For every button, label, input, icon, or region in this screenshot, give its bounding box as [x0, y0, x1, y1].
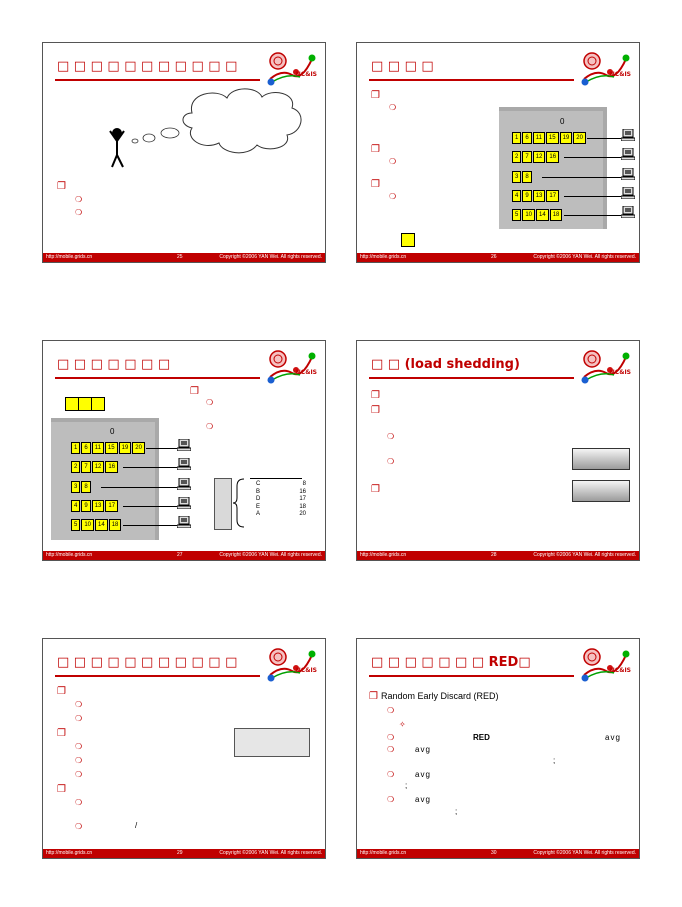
bullet-square: ❐	[57, 728, 66, 739]
red-heading: Random Early Discard (RED)	[381, 691, 499, 701]
computer-icon	[177, 478, 191, 490]
sub-bullet: ❍	[206, 398, 214, 407]
slide-25	[42, 42, 326, 263]
sub-bullet: ❍	[387, 432, 395, 441]
ncis-logo-icon	[262, 347, 317, 385]
page-number: 28	[491, 552, 497, 558]
bullet-square: ❐	[57, 686, 66, 697]
yellow-block-group	[65, 397, 105, 411]
sparkle-icon: ✧	[399, 720, 406, 729]
logo-text: NC&IS	[609, 369, 631, 376]
footer-url: http://mobile.grids.cn	[46, 552, 93, 558]
semicolon-text: ;	[455, 807, 458, 816]
slide-26	[356, 42, 640, 263]
sub-bullet: ❍	[387, 770, 395, 779]
sub-bullet: ❍	[387, 795, 395, 804]
page-number: 25	[177, 254, 183, 260]
computer-icon	[621, 129, 635, 141]
table-cell: 8	[302, 481, 306, 487]
queue-cell: 4	[512, 190, 521, 202]
slide-footer	[357, 253, 639, 262]
queue-cell: 7	[81, 461, 90, 473]
sub-bullet: ❍	[75, 756, 83, 765]
table-cell: 16	[299, 488, 306, 495]
table-cell: 20	[299, 511, 306, 517]
bullet-square: ❐	[190, 386, 199, 397]
slide-28	[356, 340, 640, 561]
queue-cell: 16	[105, 461, 118, 473]
page-number: 29	[177, 850, 183, 856]
title-underline	[55, 79, 260, 81]
table-cell: E	[256, 503, 261, 510]
ncis-logo-icon	[262, 49, 317, 87]
avg-text: avg	[605, 733, 621, 742]
table-cell: A	[256, 511, 261, 517]
computer-icon	[177, 516, 191, 528]
connection-line	[564, 215, 621, 216]
computer-icon	[177, 458, 191, 470]
queue-cell: 9	[522, 190, 531, 202]
request-queue-row	[71, 442, 146, 454]
queue-cell: 8	[522, 171, 531, 183]
footer-url: http://mobile.grids.cn	[360, 552, 407, 558]
sub-bullet: ❍	[206, 422, 214, 431]
computer-icon	[177, 497, 191, 509]
gray-panel	[572, 480, 630, 502]
logo-text: NC&IS	[609, 71, 631, 78]
table-cell: 17	[299, 496, 306, 502]
connection-line	[564, 157, 621, 158]
queue-cell: 16	[546, 151, 559, 163]
sub-bullet: ❍	[389, 157, 397, 166]
footer-copyright: Copyright ©2006 YAN Wei. All rights reserved.	[219, 254, 322, 260]
title-underline	[369, 79, 574, 81]
sub-bullet: ❍	[75, 770, 83, 779]
slide-title: □ □ □ □ □ □ □	[57, 357, 171, 372]
connection-line	[587, 138, 621, 139]
ncis-logo-icon	[576, 49, 631, 87]
footer-url: http://mobile.grids.cn	[46, 850, 93, 856]
footer-copyright: Copyright ©2006 YAN Wei. All rights reserved.	[219, 850, 322, 856]
result-box	[214, 478, 232, 530]
connection-line	[146, 448, 177, 449]
computer-icon	[621, 187, 635, 199]
ncis-logo-icon	[576, 645, 631, 683]
semicolon-text: ;	[553, 756, 556, 765]
ncis-logo-icon	[262, 645, 317, 683]
request-queue-row	[71, 519, 122, 531]
table-cell: C	[256, 481, 261, 487]
sub-bullet: ❍	[75, 714, 83, 723]
sub-bullet: ❍	[389, 103, 397, 112]
connection-line	[123, 525, 177, 526]
queue-cell: 10	[522, 209, 535, 221]
computer-icon	[621, 168, 635, 180]
queue-cell: 13	[92, 500, 105, 512]
queue-cell: 18	[550, 209, 563, 221]
slide-title: □ □ □ □ □ □ □ □ □ □ □	[57, 655, 238, 670]
gray-panel	[572, 448, 630, 470]
sub-bullet: ❍	[75, 700, 83, 709]
table-cell: D	[256, 496, 261, 502]
queue-cell: 12	[533, 151, 546, 163]
connection-line	[123, 467, 177, 468]
queue-cell: 1	[71, 442, 80, 454]
request-queue-row	[512, 171, 533, 183]
queue-cell: 5	[512, 209, 521, 221]
request-queue-row	[71, 500, 119, 512]
disk-label: 0	[560, 117, 565, 126]
queue-cell: 20	[573, 132, 586, 144]
red-keyword: RED	[473, 733, 490, 742]
slide-27	[42, 340, 326, 561]
slash-text: /	[135, 821, 138, 830]
sub-bullet: ❍	[387, 457, 395, 466]
slide-title: □ □ □ □ □ □ □ □ □ □ □	[57, 59, 238, 74]
queue-cell: 1	[512, 132, 521, 144]
slide-30	[356, 638, 640, 859]
bullet-square: ❐	[57, 784, 66, 795]
bullet-square: ❐	[369, 691, 378, 702]
queue-cell: 6	[81, 442, 90, 454]
footer-copyright: Copyright ©2006 YAN Wei. All rights reserved.	[533, 254, 636, 260]
footer-url: http://mobile.grids.cn	[46, 254, 93, 260]
queue-cell: 2	[71, 461, 80, 473]
sub-bullet: ❍	[75, 742, 83, 751]
computer-icon	[621, 206, 635, 218]
title-underline	[55, 675, 260, 677]
queue-cell: 11	[533, 132, 545, 144]
title-underline	[369, 675, 574, 677]
queue-cell: 7	[522, 151, 531, 163]
request-queue-row	[512, 151, 560, 163]
table-cell: B	[256, 488, 261, 495]
queue-cell: 10	[81, 519, 94, 531]
slide-footer	[43, 253, 325, 262]
queue-cell: 6	[522, 132, 531, 144]
queue-cell: 17	[546, 190, 559, 202]
connection-line	[542, 177, 621, 178]
disk-label: 0	[110, 427, 115, 436]
sub-bullet: ❍	[75, 208, 83, 217]
slide-29	[42, 638, 326, 859]
slide-footer	[357, 551, 639, 560]
queue-cell: 15	[105, 442, 118, 454]
queue-cell: 5	[71, 519, 80, 531]
page-number: 30	[491, 850, 497, 856]
queue-cell: 14	[95, 519, 108, 531]
logo-text: NC&IS	[295, 71, 317, 78]
connection-line	[123, 506, 177, 507]
sub-bullet: ❍	[387, 745, 395, 754]
request-queue-row	[512, 132, 587, 144]
connection-line	[564, 196, 621, 197]
request-queue-row	[71, 481, 92, 493]
queue-cell: 18	[109, 519, 122, 531]
slide-footer	[43, 551, 325, 560]
queue-cell: 20	[132, 442, 145, 454]
semicolon-text: ;	[405, 781, 408, 790]
avg-text: avg	[415, 770, 431, 779]
bullet-square: ❐	[371, 484, 380, 495]
computer-icon	[177, 439, 191, 451]
request-queue-row	[512, 209, 563, 221]
footer-url: http://mobile.grids.cn	[360, 254, 407, 260]
sorted-table-line	[250, 478, 302, 479]
queue-cell: 8	[81, 481, 90, 493]
bullet-square: ❐	[371, 390, 380, 401]
sub-bullet: ❍	[75, 822, 83, 831]
yellow-marker	[401, 233, 415, 247]
computer-icon	[621, 148, 635, 160]
title-underline	[369, 377, 574, 379]
sub-bullet: ❍	[387, 706, 395, 715]
queue-cell: 12	[92, 461, 105, 473]
queue-cell: 17	[105, 500, 118, 512]
queue-cell: 2	[512, 151, 521, 163]
bullet-square: ❐	[371, 144, 380, 155]
queue-cell: 15	[546, 132, 559, 144]
sub-bullet: ❍	[75, 798, 83, 807]
queue-cell: 9	[81, 500, 90, 512]
queue-cell: 19	[119, 442, 132, 454]
slide-title: □ □ □ □	[371, 59, 434, 74]
footer-copyright: Copyright ©2006 YAN Wei. All rights reserved.	[533, 552, 636, 558]
bullet-square: ❐	[371, 90, 380, 101]
connection-line	[101, 487, 177, 488]
queue-cell: 14	[536, 209, 549, 221]
avg-text: avg	[415, 745, 431, 754]
logo-text: NC&IS	[609, 667, 631, 674]
bullet-square: ❐	[371, 179, 380, 190]
page-number: 26	[491, 254, 497, 260]
gray-panel	[234, 728, 310, 757]
avg-text: avg	[415, 795, 431, 804]
request-queue-row	[512, 190, 560, 202]
logo-text: NC&IS	[295, 369, 317, 376]
queue-cell: 3	[512, 171, 521, 183]
bullet-square: ❐	[57, 181, 66, 192]
sub-bullet: ❍	[389, 192, 397, 201]
slide-footer	[43, 849, 325, 858]
sub-bullet: ❍	[387, 733, 395, 742]
sorted-table	[256, 481, 306, 519]
brace-icon	[232, 478, 246, 528]
logo-text: NC&IS	[295, 667, 317, 674]
slide-title: □ □ (load shedding)	[371, 357, 520, 372]
bullet-square: ❐	[371, 405, 380, 416]
footer-copyright: Copyright ©2006 YAN Wei. All rights reserved.	[219, 552, 322, 558]
ncis-logo-icon	[576, 347, 631, 385]
queue-cell: 3	[71, 481, 80, 493]
thinking-figure-illustration	[107, 83, 317, 173]
queue-cell: 19	[560, 132, 573, 144]
queue-cell: 4	[71, 500, 80, 512]
footer-copyright: Copyright ©2006 YAN Wei. All rights reserved.	[533, 850, 636, 856]
slide-title: □ □ □ □ □ □ □ RED□	[371, 655, 531, 670]
slide-footer	[357, 849, 639, 858]
queue-cell: 13	[533, 190, 546, 202]
footer-url: http://mobile.grids.cn	[360, 850, 407, 856]
page-number: 27	[177, 552, 183, 558]
request-queue-row	[71, 461, 119, 473]
table-cell: 18	[299, 503, 306, 510]
queue-cell: 11	[92, 442, 104, 454]
title-underline	[55, 377, 260, 379]
sub-bullet: ❍	[75, 195, 83, 204]
